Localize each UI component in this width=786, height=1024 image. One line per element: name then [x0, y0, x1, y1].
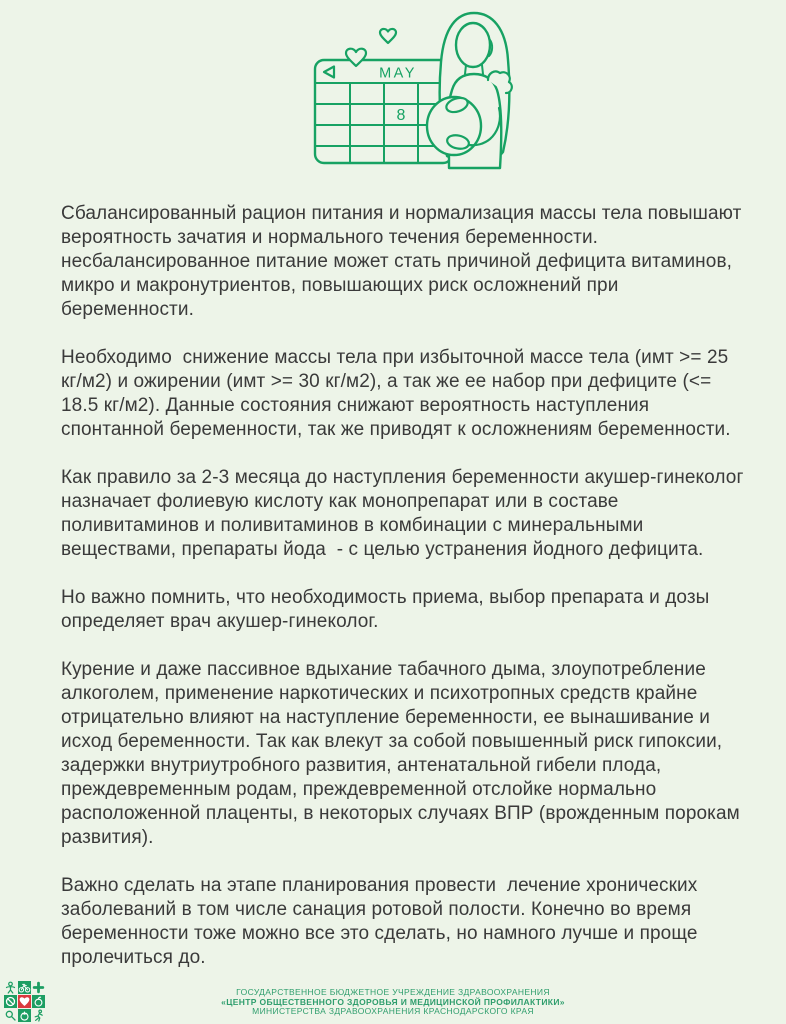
article-body — [61, 202, 747, 994]
calendar-illustration-svg — [306, 6, 528, 174]
paragraph-smoking-risks: Курение и даже пассивное вдыхание табачного дыма, злоупотребление алкоголем, применение наркотических и психотропных средств крайне отрицательно влияют на наступление беременности, ее вынашивание и исход беременности. Так как влекут за собой повышенный риск гипоксии, задержки внутриутробного развития, антенатальной гибели плода, преждевременным родам, преждевременной отслойке нормально расположенной плаценты, в некоторых случаях ВПР (врожденным порокам развития). — [61, 659, 746, 848]
footer-org-type: ГОСУДАРСТВЕННОЕ БЮДЖЕТНОЕ УЧРЕЖДЕНИЕ ЗДРАВООХРАНЕНИЯ — [236, 987, 550, 998]
calendar-day-number: 8 — [396, 107, 406, 124]
footer-org-ministry: МИНИСТЕРСТВА ЗДРАВООХРАНЕНИЯ КРАСНОДАРСКОГО КРАЯ — [252, 1006, 534, 1017]
pregnant-woman-icon — [427, 13, 512, 168]
paragraph-doctor-note: Но важно помнить, что необходимость приема, выбор препарата и дозы определяет врач акушер-гинеколог. — [61, 587, 715, 632]
pregnancy-calendar-illustration — [306, 6, 528, 174]
footer-org-name: «ЦЕНТР ОБЩЕСТВЕННОГО ЗДОРОВЬЯ И МЕДИЦИНСКОЙ ПРОФИЛАКТИКИ» — [221, 996, 565, 1007]
calendar-month-label: MAY — [379, 65, 417, 82]
paragraph-weight: Необходимо снижение массы тела при избыточной массе тела (имт >= 25 кг/м2) и ожирении (имт >= 30 кг/м2), а так же ее набор при дефиците (<= 18.5 кг/м2). Данные состояния снижают вероятность наступления спонтанной беременности, так же приводят к осложнениям беременности. — [61, 347, 734, 440]
footer — [0, 988, 786, 1017]
paragraph-chronic-treatment: Важно сделать на этапе планирования провести лечение хронических заболеваний в том числе санация ротовой полости. Конечно во время беременности тоже можно все это сделать, но намного лучше и проще пролечиться до. — [61, 875, 703, 968]
paragraph-nutrition: Сбалансированный рацион питания и нормализация массы тела повышают вероятность зачатия и нормального течения беременности. несбалансированное питание может стать причиной дефицита витаминов, микро и макронутриентов, повышающих риск осложнений при беременности. — [61, 203, 747, 320]
paragraph-folic-acid: Как правило за 2-3 месяца до наступления беременности акушер-гинеколог назначает фолиевую кислоту как монопрепарат или в составе поливитаминов и поливитаминов в комбинации с минеральными веществами, препараты йода - с целью устранения йодного дефицита. — [61, 467, 749, 560]
